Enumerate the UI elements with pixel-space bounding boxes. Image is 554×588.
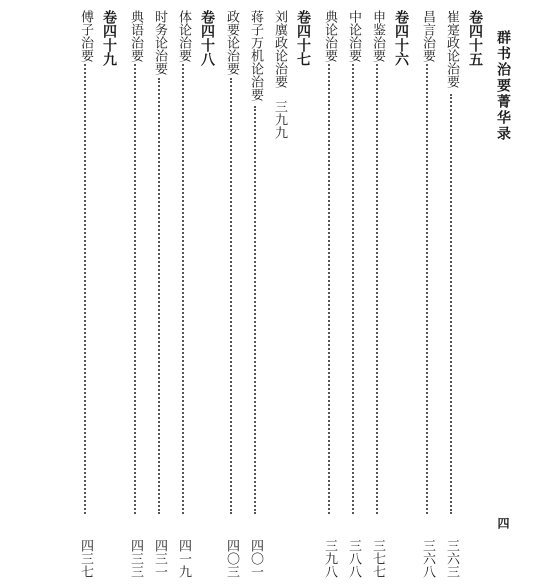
entry-page-number: 三七七 — [370, 539, 385, 578]
entry-title: 昌言治要 — [420, 10, 435, 62]
entry-title: 刘廙政论治要 — [272, 10, 287, 88]
entry-title: 蒋子万机论治要 — [248, 10, 263, 101]
toc-entry[interactable] — [440, 0, 462, 588]
toc-entry[interactable] — [172, 0, 194, 588]
entry-title: 体论治要 — [176, 10, 191, 62]
dot-leader — [450, 94, 452, 514]
toc-entry[interactable] — [416, 0, 438, 588]
toc-entry[interactable] — [74, 0, 96, 588]
dot-leader — [84, 64, 86, 514]
entry-page-number: 三八八 — [346, 539, 361, 578]
juan-heading: 卷四十六 — [393, 10, 409, 66]
entry-page-number: 四三一 — [152, 539, 167, 578]
juan-heading: 卷四十七 — [295, 10, 311, 66]
entry-page-number: 三六八 — [420, 539, 435, 578]
dot-leader — [352, 64, 354, 514]
entry-title: 时务论治要 — [152, 10, 167, 75]
dot-leader — [230, 78, 232, 514]
folio-number: 四 — [496, 517, 510, 529]
entry-page-number: 四一九 — [176, 539, 191, 578]
toc-entry[interactable] — [124, 0, 146, 588]
entry-page-number: 四三三 — [128, 539, 143, 578]
toc-entry[interactable] — [268, 0, 290, 588]
entry-page-number: 三九八 — [322, 539, 337, 578]
dot-leader — [158, 78, 160, 514]
running-title: 群书治要菁华录 — [495, 30, 511, 142]
toc-entry[interactable] — [148, 0, 170, 588]
dot-leader — [254, 106, 256, 514]
dot-leader — [376, 64, 378, 514]
entry-title: 傅子治要 — [78, 10, 93, 62]
entry-page-number: 四〇三 — [224, 539, 239, 578]
entry-page-number: 三六三 — [444, 539, 459, 578]
entry-page-number: 三九九 — [272, 100, 287, 139]
juan-heading: 卷四十五 — [467, 10, 483, 66]
entry-title: 崔寔政论治要 — [444, 10, 459, 88]
entry-title: 中论治要 — [346, 10, 361, 62]
dot-leader — [426, 64, 428, 514]
entry-title: 政要论治要 — [224, 10, 239, 75]
toc-entry[interactable] — [342, 0, 364, 588]
entry-title: 典语治要 — [128, 10, 143, 62]
dot-leader — [328, 64, 330, 514]
juan-heading: 卷四十八 — [199, 10, 215, 66]
toc-entry[interactable] — [244, 0, 266, 588]
dot-leader — [182, 64, 184, 514]
dot-leader — [134, 64, 136, 514]
running-header-column — [492, 0, 514, 588]
entry-page-number: 四〇一 — [248, 539, 263, 578]
toc-entry[interactable] — [318, 0, 340, 588]
toc-entry[interactable] — [366, 0, 388, 588]
entry-title: 申鉴治要 — [370, 10, 385, 62]
juan-heading: 卷四十九 — [101, 10, 117, 66]
entry-page-number: 四三七 — [78, 539, 93, 578]
entry-title: 典论治要 — [322, 10, 337, 62]
toc-entry[interactable] — [220, 0, 242, 588]
